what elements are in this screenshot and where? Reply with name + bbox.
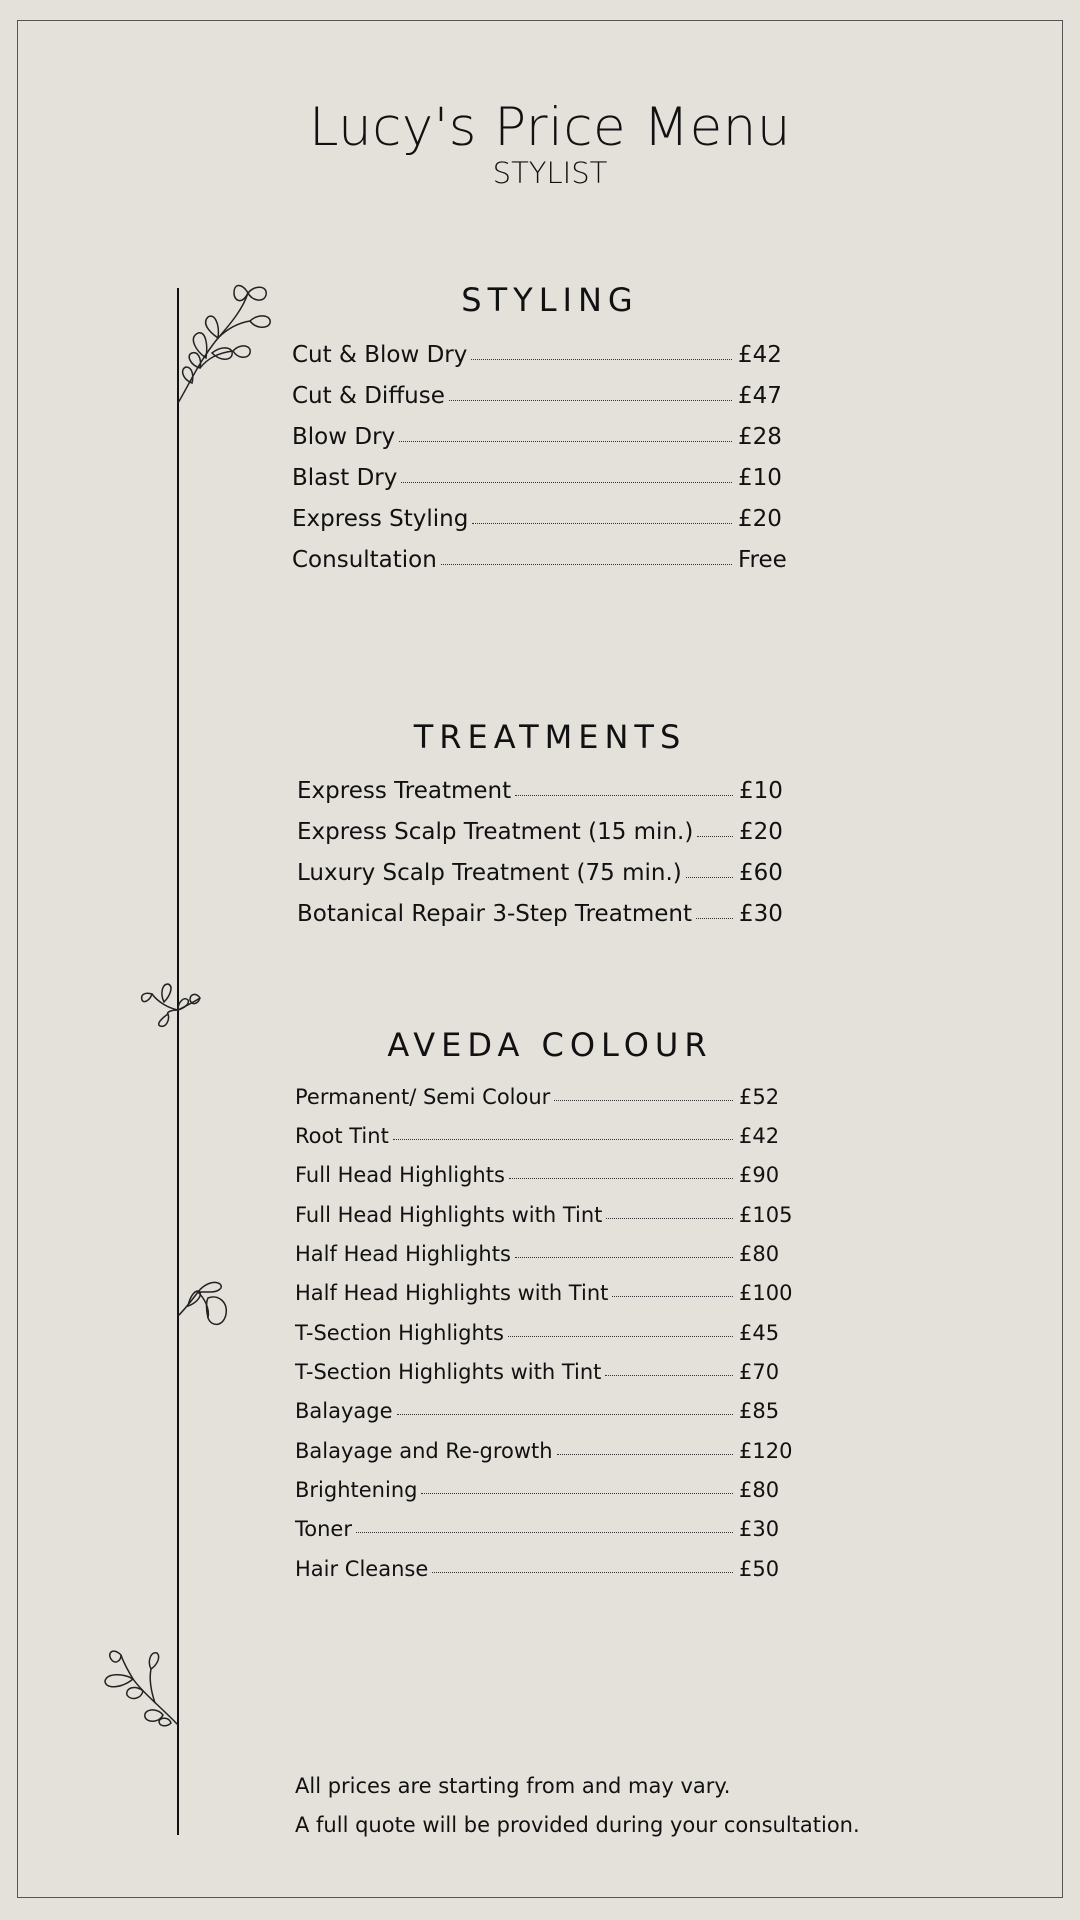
dotted-leader [612,1296,733,1297]
service-price: £42 [739,1124,780,1148]
leaf-sprig-icon [178,1278,230,1334]
list-item [295,1399,805,1423]
leaf-sprig-icon [103,1643,181,1728]
section-heading-treatments: TREATMENTS [413,718,687,756]
service-price: £100 [739,1281,793,1305]
dotted-leader [509,1178,733,1179]
service-price: £80 [739,1242,780,1266]
dotted-leader [696,918,733,919]
list-item [292,465,804,491]
dotted-leader [686,877,733,878]
footer-line-2: A full quote will be provided during your consultation. [295,1813,860,1837]
dotted-leader [397,1414,733,1415]
service-price: £10 [738,465,782,491]
list-item [295,1517,805,1541]
list-item [295,1321,805,1345]
list-item [297,778,805,804]
service-price: £10 [739,778,783,804]
title-block [0,97,1080,189]
service-price: £20 [738,506,782,532]
service-price: £80 [739,1478,780,1502]
service-name: Blast Dry [292,465,398,491]
service-name: Botanical Repair 3-Step Treatment [297,901,692,927]
dotted-leader [472,523,732,524]
list-item [295,1557,805,1581]
dotted-leader [356,1532,733,1533]
service-name: Permanent/ Semi Colour [295,1085,551,1109]
section-heading-aveda-colour: AVEDA COLOUR [387,1026,713,1064]
list-item [297,819,805,845]
dotted-leader [605,1375,733,1376]
service-name: Luxury Scalp Treatment (75 min.) [297,860,682,886]
list-item [295,1281,805,1305]
service-price: £47 [738,383,782,409]
service-name: Express Scalp Treatment (15 min.) [297,819,694,845]
footer-note [295,1767,860,1845]
dotted-leader [421,1493,733,1494]
service-price: £28 [738,424,782,450]
list-item [295,1439,805,1463]
service-price: £42 [738,342,782,368]
service-name: Root Tint [295,1124,389,1148]
dotted-leader [557,1454,733,1455]
service-price: Free [738,547,787,573]
list-item [297,860,805,886]
service-name: Hair Cleanse [295,1557,429,1581]
page-subtitle: STYLIST [492,156,608,190]
service-name: Consultation [292,547,437,573]
service-price: £30 [739,901,783,927]
list-item [297,901,805,927]
list-item [292,342,804,368]
service-price: £85 [739,1399,780,1423]
list-item [292,424,804,450]
list-item [295,1360,805,1384]
dotted-leader [432,1572,733,1573]
service-price: £90 [739,1163,780,1187]
dotted-leader [399,441,732,442]
service-name: Balayage [295,1399,393,1423]
service-price: £70 [739,1360,780,1384]
service-name: Full Head Highlights with Tint [295,1203,603,1227]
service-name: Half Head Highlights with Tint [295,1281,609,1305]
dotted-leader [508,1336,733,1337]
list-item [295,1242,805,1266]
dotted-leader [515,795,733,796]
dotted-leader [449,400,732,401]
list-item [295,1085,805,1109]
page-title: Lucy's Price Menu [309,97,791,158]
dotted-leader [401,482,732,483]
list-item [292,383,804,409]
dotted-leader [441,564,732,565]
service-name: Express Treatment [297,778,512,804]
service-name: Toner [295,1517,352,1541]
service-name: Cut & Blow Dry [292,342,468,368]
service-price: £50 [739,1557,780,1581]
service-price: £120 [739,1439,793,1463]
service-name: T-Section Highlights with Tint [295,1360,602,1384]
service-name: Balayage and Re-growth [295,1439,553,1463]
service-name: Blow Dry [292,424,396,450]
service-price: £52 [739,1085,780,1109]
list-item [295,1163,805,1187]
service-name: Full Head Highlights [295,1163,505,1187]
leaf-sprig-icon [138,980,203,1030]
list-item [295,1478,805,1502]
service-price: £20 [739,819,783,845]
list-item [295,1124,805,1148]
service-name: Half Head Highlights [295,1242,511,1266]
list-item [292,506,804,532]
service-price: £45 [739,1321,780,1345]
list-item [292,547,804,573]
dotted-leader [697,836,733,837]
service-price: £30 [739,1517,780,1541]
service-price: £60 [739,860,783,886]
section-heading-styling: STYLING [461,281,639,319]
service-name: Express Styling [292,506,469,532]
dotted-leader [471,359,732,360]
service-name: Brightening [295,1478,418,1502]
dotted-leader [554,1100,733,1101]
dotted-leader [393,1139,733,1140]
service-name: Cut & Diffuse [292,383,445,409]
list-item [295,1203,805,1227]
dotted-leader [606,1218,733,1219]
service-name: T-Section Highlights [295,1321,504,1345]
dotted-leader [515,1257,733,1258]
service-price: £105 [739,1203,793,1227]
footer-line-1: All prices are starting from and may vary. [295,1774,731,1798]
